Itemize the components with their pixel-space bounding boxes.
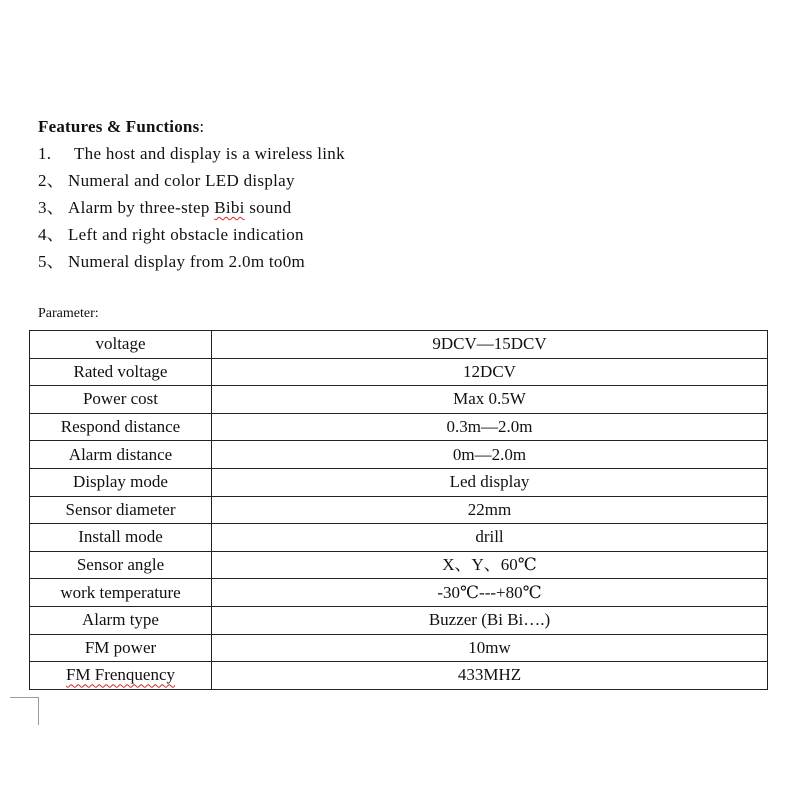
feature-text-part: sound [244,198,292,217]
parameter-name: Display mode [30,468,212,496]
features-heading-colon: : [199,117,205,136]
parameter-value: drill [212,524,768,552]
feature-item-3 [38,194,598,221]
features-heading-text: Features & Functions [38,117,200,136]
table-row [30,551,768,579]
parameter-value: -30℃---+80℃ [212,579,768,607]
table-row [30,386,768,414]
table-row [30,496,768,524]
parameter-name: work temperature [30,579,212,607]
parameter-value: Max 0.5W [212,386,768,414]
parameter-value: 0.3m—2.0m [212,413,768,441]
features-section [38,116,598,275]
feature-text: Left and right obstacle indication [68,225,304,244]
parameter-label: Parameter: [38,306,99,321]
page-corner-mark [10,697,38,698]
table-row [30,606,768,634]
spellcheck-flagged-word: Bibi [214,198,245,217]
parameter-value: X、Y、60℃ [212,551,768,579]
feature-text: Numeral display from 2.0m to0m [68,252,306,271]
parameter-name: Rated voltage [30,358,212,386]
parameter-name: Power cost [30,386,212,414]
table-row [30,579,768,607]
table-row [30,634,768,662]
feature-item-4 [38,221,598,248]
parameter-name: Install mode [30,524,212,552]
feature-number: 1. [38,144,52,163]
parameter-value: 12DCV [212,358,768,386]
feature-item-1 [38,140,598,167]
spellcheck-flagged-word: FM Frenquency [65,665,176,685]
parameter-name [30,662,212,690]
table-row [30,441,768,469]
parameter-name: FM power [30,634,212,662]
parameter-name: voltage [30,331,212,359]
table-row [30,524,768,552]
parameter-value: 22mm [212,496,768,524]
table-row [30,468,768,496]
feature-number: 2、 [38,171,65,190]
feature-number: 3、 [38,198,65,217]
parameter-name: Alarm distance [30,441,212,469]
table-row [30,662,768,690]
parameter-value: 0m—2.0m [212,441,768,469]
parameter-table [29,330,768,690]
features-heading [38,116,598,140]
parameter-value: Buzzer (Bi Bi….) [212,606,768,634]
table-row [30,413,768,441]
parameter-value: Led display [212,468,768,496]
page-corner-mark [38,697,39,725]
parameter-name: Sensor diameter [30,496,212,524]
parameter-name: Alarm type [30,606,212,634]
feature-item-2 [38,167,598,194]
parameter-name: Respond distance [30,413,212,441]
parameter-value: 9DCV—15DCV [212,331,768,359]
table-row [30,358,768,386]
parameter-name: Sensor angle [30,551,212,579]
table-row [30,331,768,359]
feature-text-part: Alarm by three-step [68,198,215,217]
feature-number: 5、 [38,252,65,271]
feature-text: The host and display is a wireless link [74,144,345,163]
feature-item-5 [38,248,598,275]
parameter-value: 433MHZ [212,662,768,690]
parameter-value: 10mw [212,634,768,662]
feature-text: Numeral and color LED display [68,171,295,190]
feature-number: 4、 [38,225,65,244]
